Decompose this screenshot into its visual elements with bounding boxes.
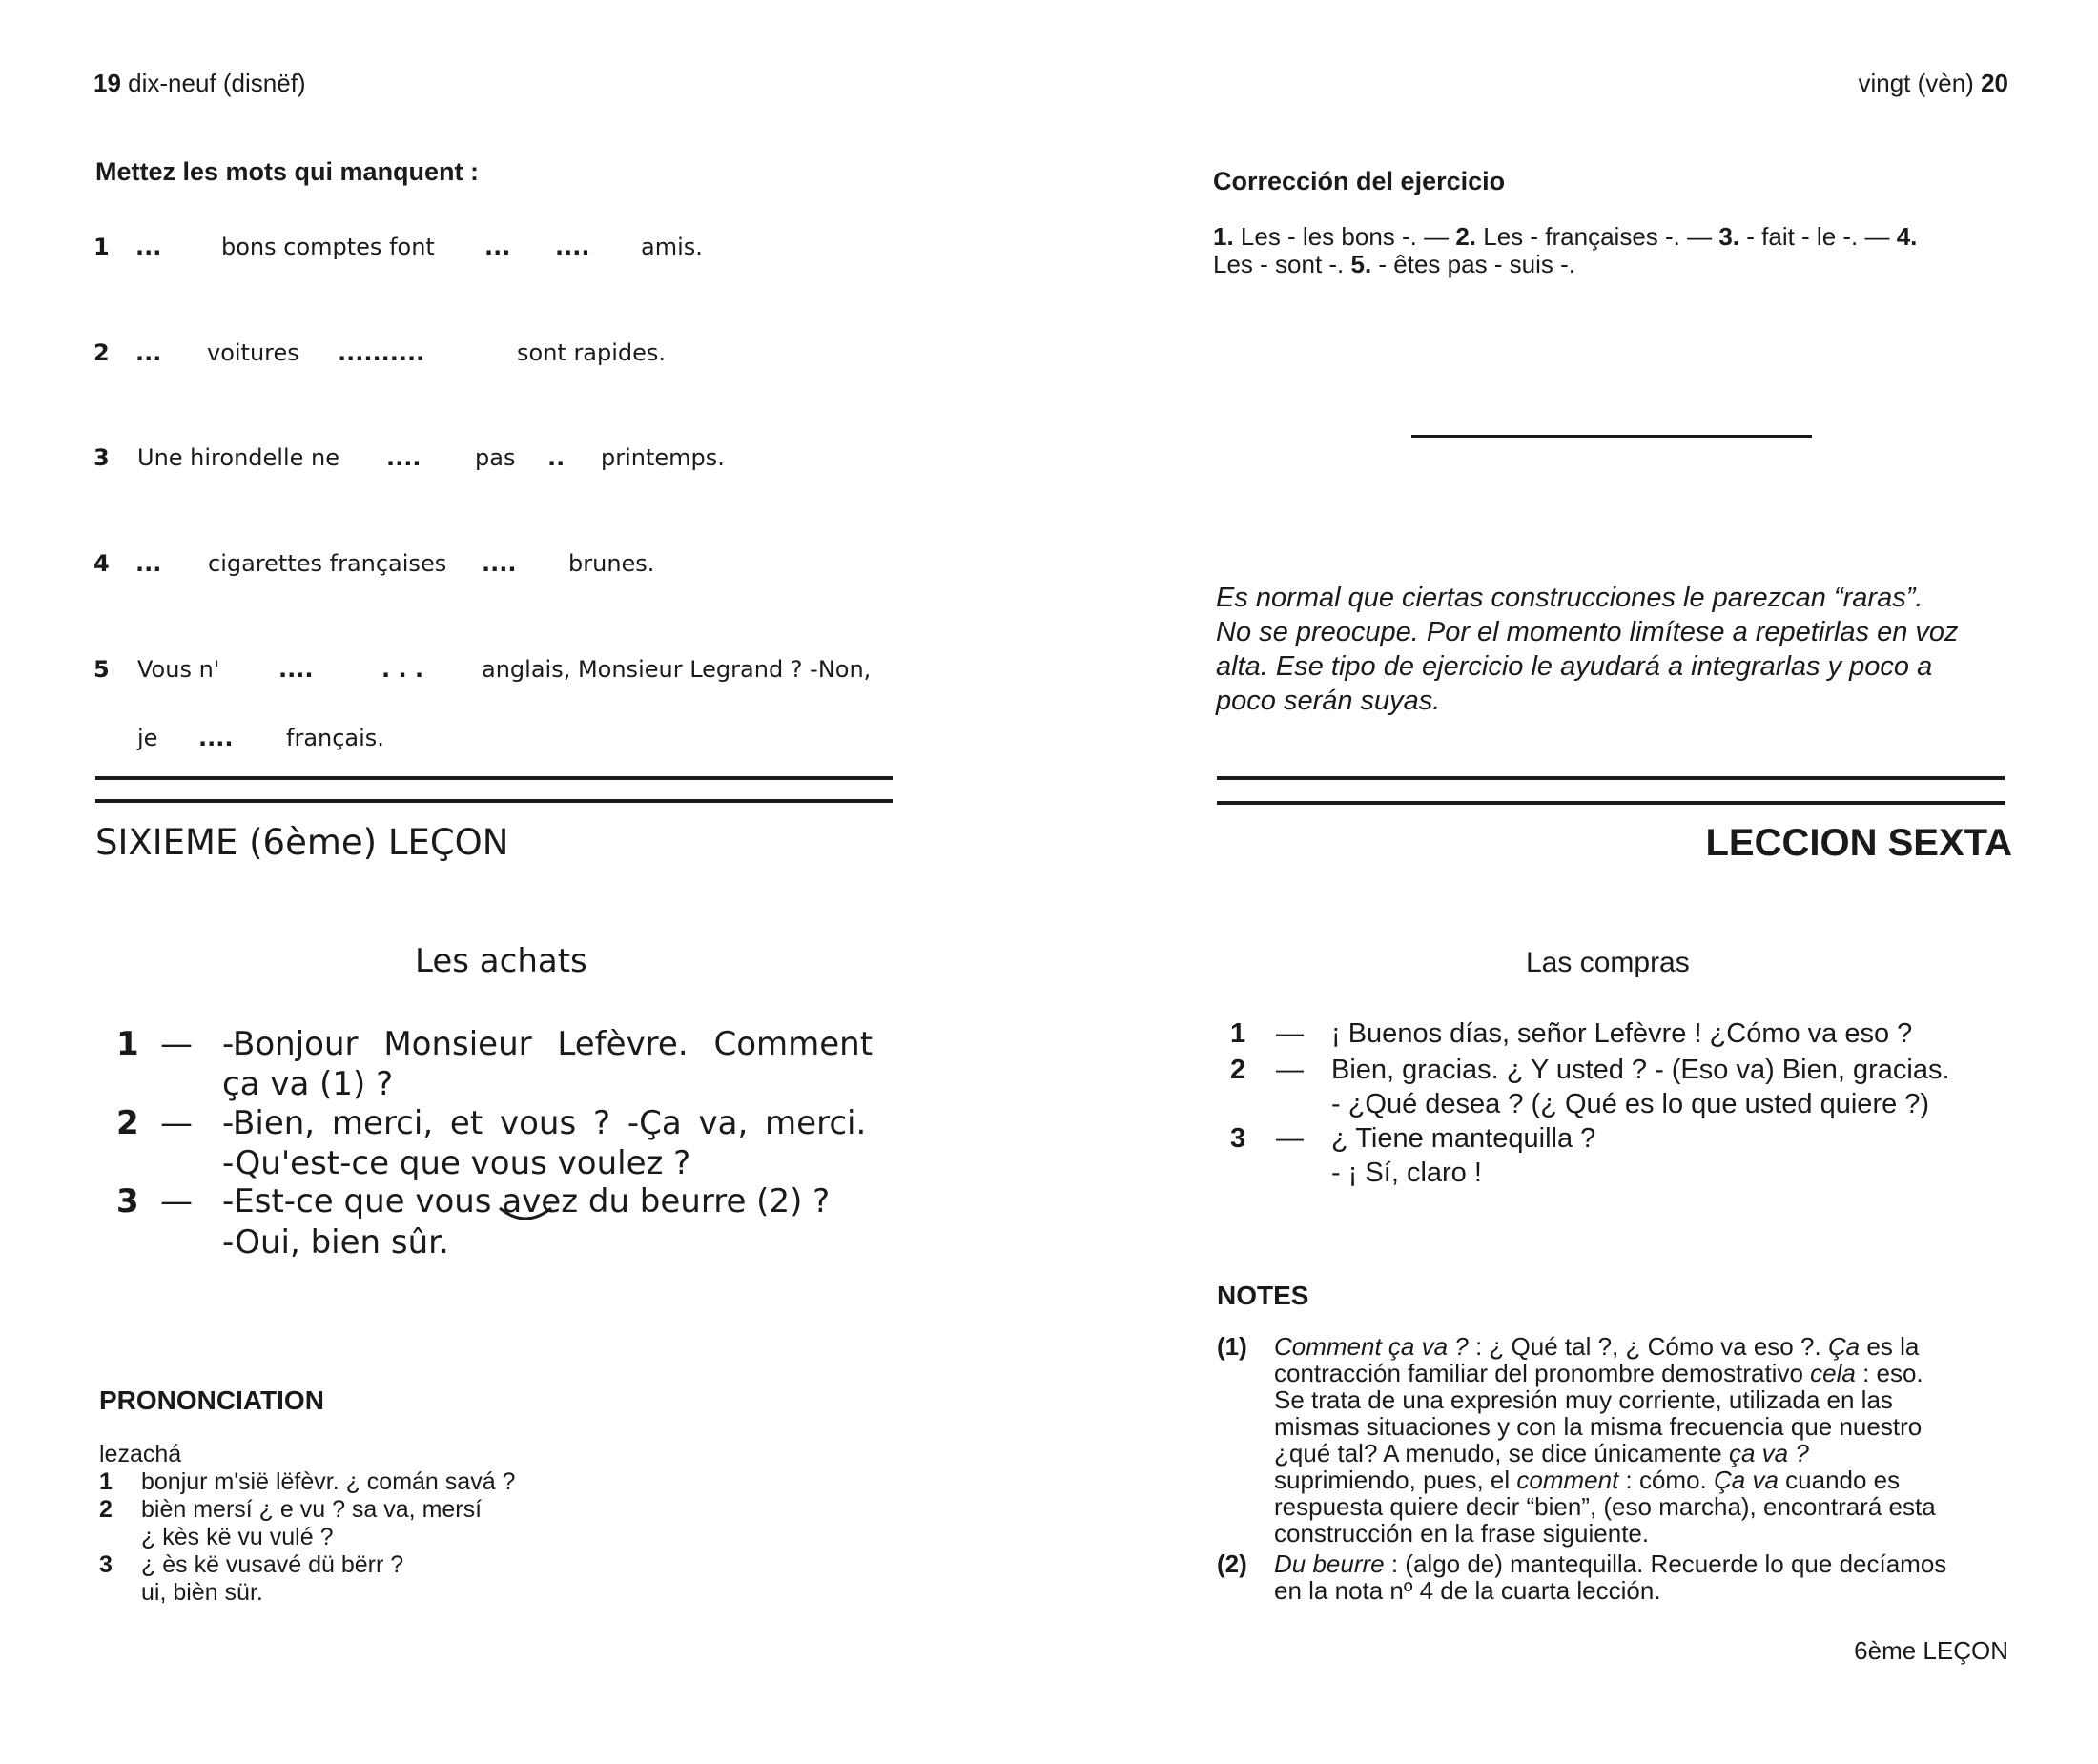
blank: ... [484,234,511,260]
dialogue-text: - ¿Qué desea ? (¿ Qué es lo que usted quiere ?) [1331,1089,1930,1119]
line-number: 2 [99,1496,113,1523]
notes-title: NOTES [1217,1281,1309,1310]
exercise-number: 2 [93,339,110,366]
answer-text: Les - sont -. [1213,250,1351,278]
dash: — [1276,1018,1304,1049]
answer-number: 1. [1213,222,1234,251]
line-number: 2 [1230,1055,1246,1085]
blank: ... [135,234,162,260]
page-number-words: dix-neuf (disnëf) [128,69,306,97]
exercise-text: Vous n' [137,656,220,683]
lesson-title: LECCION SEXTA [1705,822,2012,864]
correction-line [1213,222,1917,252]
blank: .... [198,725,234,751]
dialogue-text: -Bonjour Monsieur Lefèvre. Comment [222,1025,874,1063]
exercise-number: 5 [93,656,110,683]
dialogue-text: - ¡ Sí, claro ! [1331,1158,1482,1188]
page-number-words: vingt (vèn) [1858,69,1974,97]
line-number: 3 [99,1551,113,1578]
correction-title: Corrección del ejercicio [1213,167,1506,195]
blank: . . . [381,656,424,683]
pronunciation-text: ¿ ès kë vusavé dü bërr ? [141,1551,404,1578]
dialogue-text: ça va (1) ? [222,1065,394,1103]
page-footer: 6ème LEÇON [1854,1636,2008,1665]
blank: .... [482,550,517,577]
dash: — [1276,1123,1304,1154]
exercise-text: je [137,725,158,751]
correction-line [1213,250,1575,279]
divider [1217,776,2005,780]
exercise-text: cigarettes françaises [208,550,447,577]
liaison-mark [496,1204,555,1227]
answer-number: 3. [1718,222,1740,251]
page-number: 19 [93,69,121,97]
exercise-number: 4 [93,550,110,577]
exercise-title: Mettez les mots qui manquent : [95,157,480,186]
exercise-text: sont rapides. [517,339,667,366]
note-line: Se trata de una expresión muy corriente, utilizada en las [1274,1385,1893,1414]
answer-text: - êtes pas - suis -. [1371,250,1576,278]
answer-number: 4. [1896,222,1918,251]
divider [95,799,893,803]
exercise-number: 3 [93,444,110,471]
exercise-text: brunes. [568,550,655,577]
answer-text: Les - les bons -. — [1233,222,1456,251]
dash: — [160,1182,193,1220]
note-line: suprimiendo, pues, el comment : cómo. Ça va cuando es [1274,1466,1901,1494]
tip-line: Es normal que ciertas construcciones le parezcan “raras”. [1216,583,1923,613]
dialogue-text: -Oui, bien sûr. [222,1223,449,1261]
note-number: (1) [1217,1332,1247,1361]
note-line: construcción en la frase siguiente. [1274,1519,1650,1548]
dash: — [1276,1055,1304,1085]
dialogue-text: -Est-ce que vous avez du beurre (2) ? [222,1182,831,1220]
exercise-text: anglais, Monsieur Legrand ? -Non, [482,656,872,683]
pronunciation-text: ui, bièn sür. [141,1579,263,1606]
right-page-header [1858,69,2008,98]
pronunciation-text: bonjur m'sië lëfèvr. ¿ comán savá ? [141,1468,516,1495]
divider [95,776,893,780]
blank: ... [135,339,162,366]
exercise-text: amis. [641,234,703,260]
exercise-text: voitures [207,339,299,366]
answer-text: Les - françaises -. — [1476,222,1719,251]
dialogue-title: Las compras [1526,947,1690,978]
note-line: ¿qué tal? A menudo, se dice únicamente ça va ? [1274,1439,1809,1467]
note-line: Du beurre : (algo de) mantequilla. Recuerde lo que decíamos [1274,1549,1947,1578]
tip-line: poco serán suyas. [1216,686,1441,716]
note-line: mismas situaciones y con la misma frecuencia que nuestro [1274,1412,1923,1441]
line-number: 1 [99,1468,113,1495]
line-number: 3 [116,1182,139,1220]
line-number: 2 [116,1104,139,1142]
blank: ... [135,550,162,577]
exercise-text: printemps. [601,444,725,471]
blank: .... [555,234,590,260]
right-page [1049,0,2098,1764]
blank: .... [278,656,314,683]
blank: .... [386,444,422,471]
pronunciation-text: ¿ kès kë vu vulé ? [141,1524,334,1550]
line-number: 3 [1230,1123,1246,1154]
note-number: (2) [1217,1549,1247,1578]
lesson-title: SIXIEME (6ème) LEÇON [95,822,509,863]
line-number: 1 [116,1025,139,1063]
blank: .......... [338,339,425,366]
line-number: 1 [1230,1018,1246,1049]
tip-line: No se preocupe. Por el momento limítese a repetirlas en voz [1216,617,1959,647]
tip-line: alta. Ese tipo de ejercicio le ayudará a integrarlas y poco a [1216,651,1933,682]
dialogue-text: ¡ Buenos días, señor Lefèvre ! ¿Cómo va eso ? [1331,1018,1913,1049]
exercise-text: Une hirondelle ne [137,444,339,471]
answer-number: 2. [1455,222,1477,251]
answer-number: 5. [1350,250,1372,278]
dialogue-text: -Qu'est-ce que vous voulez ? [222,1144,691,1182]
dialogue-text: ¿ Tiene mantequilla ? [1331,1123,1596,1154]
pronunciation-intro: lezachá [99,1441,182,1467]
page-number: 20 [1981,69,2008,97]
exercise-text: bons comptes font [221,234,435,260]
dialogue-title: Les achats [415,942,587,980]
answer-text: - fait - le -. — [1739,222,1897,251]
left-page-header [93,69,306,98]
exercise-text: français. [286,725,384,751]
pronunciation-title: PRONONCIATION [99,1385,324,1415]
dialogue-text: -Bien, merci, et vous ? -Ça va, merci. [222,1104,867,1142]
separator [1411,435,1812,438]
note-line: respuesta quiere decir “bien”, (eso marcha), encontrará esta [1274,1492,1936,1521]
dash: — [160,1025,193,1063]
divider [1217,801,2005,805]
exercise-number: 1 [93,234,110,260]
note-line: en la nota nº 4 de la cuarta lección. [1274,1576,1661,1605]
blank: .. [547,444,566,471]
note-line: Comment ça va ? : ¿ Qué tal ?, ¿ Cómo va eso ?. Ça es la [1274,1332,1920,1361]
pronunciation-text: bièn mersí ¿ e vu ? sa va, mersí [141,1496,483,1523]
dash: — [160,1104,193,1142]
dialogue-text: Bien, gracias. ¿ Y usted ? - (Eso va) Bien, gracias. [1331,1055,1950,1085]
exercise-text: pas [475,444,516,471]
note-line: contracción familiar del pronombre demostrativo cela : eso. [1274,1359,1923,1387]
